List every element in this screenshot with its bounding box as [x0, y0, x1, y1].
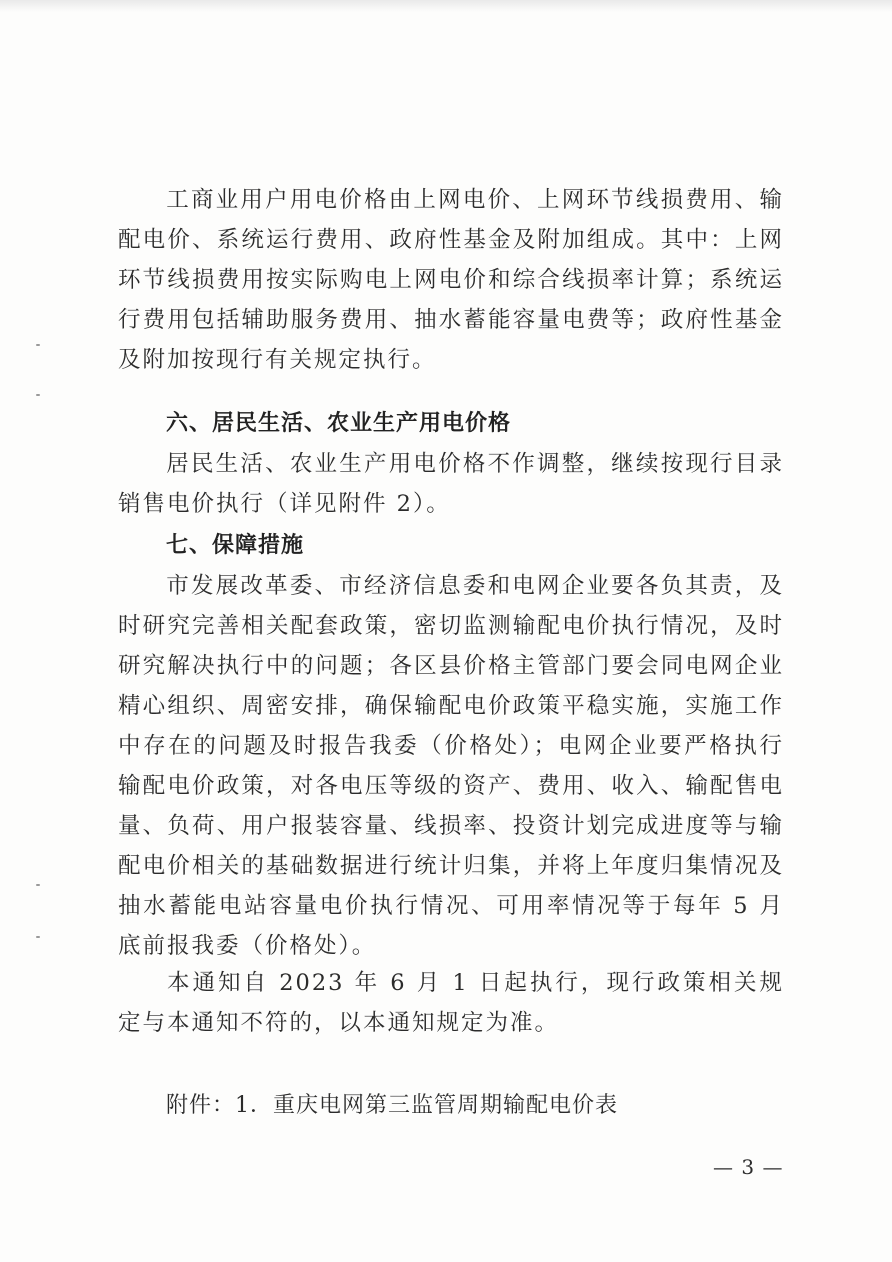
paragraph-safeguard-measures — [118, 566, 784, 966]
paragraph-text: 本通知自 2023 年 6 月 1 日起执行，现行政策相关规定与本通知不符的，以本通知规定为准。 — [118, 970, 784, 1036]
page-number: — 3 — — [713, 1155, 784, 1179]
paragraph-text: 居民生活、农业生产用电价格不作调整，继续按现行目录销售电价执行（详见附件 2）。 — [118, 451, 784, 517]
scan-top-edge — [0, 0, 892, 12]
attachment-line: 附件：1．重庆电网第三监管周期输配电价表 — [166, 1093, 618, 1118]
scan-speck — [36, 394, 40, 396]
scan-speck — [36, 884, 40, 886]
paragraph-commercial-pricing — [118, 180, 784, 380]
paragraph-residential-pricing — [118, 444, 784, 524]
section-heading-seven: 七、保障措施 — [166, 533, 305, 558]
scan-speck — [36, 936, 40, 938]
paragraph-text: 工商业用户用电价格由上网电价、上网环节线损费用、输配电价、系统运行费用、政府性基金及附加组成。其中：上网环节线损费用按实际购电上网电价和综合线损率计算；系统运行费用包括辅助服务费用、抽水蓄能容量电费等；政府性基金及附加按现行有关规定执行。 — [118, 187, 784, 373]
scan-speck — [36, 344, 40, 346]
paragraph-text: 市发展改革委、市经济信息委和电网企业要各负其责，及时研究完善相关配套政策，密切监测输配电价执行情况，及时研究解决执行中的问题；各区县价格主管部门要会同电网企业精心组织、周密安排，确保输配电价政策平稳实施，实施工作中存在的问题及时报告我委（价格处）；电网企业要严格执行输配电价政策，对各电压等级的资产、费用、收入、输配售电量、负荷、用户报装容量、线损率、投资计划完成进度等与输配电价相关的基础数据进行统计归集，并将上年度归集情况及抽水蓄能电站容量电价执行情况、可用率情况等于每年 5 月底前报我委（价格处）。 — [118, 573, 784, 959]
section-heading-six: 六、居民生活、农业生产用电价格 — [166, 411, 512, 436]
paragraph-effective-date — [118, 963, 784, 1043]
